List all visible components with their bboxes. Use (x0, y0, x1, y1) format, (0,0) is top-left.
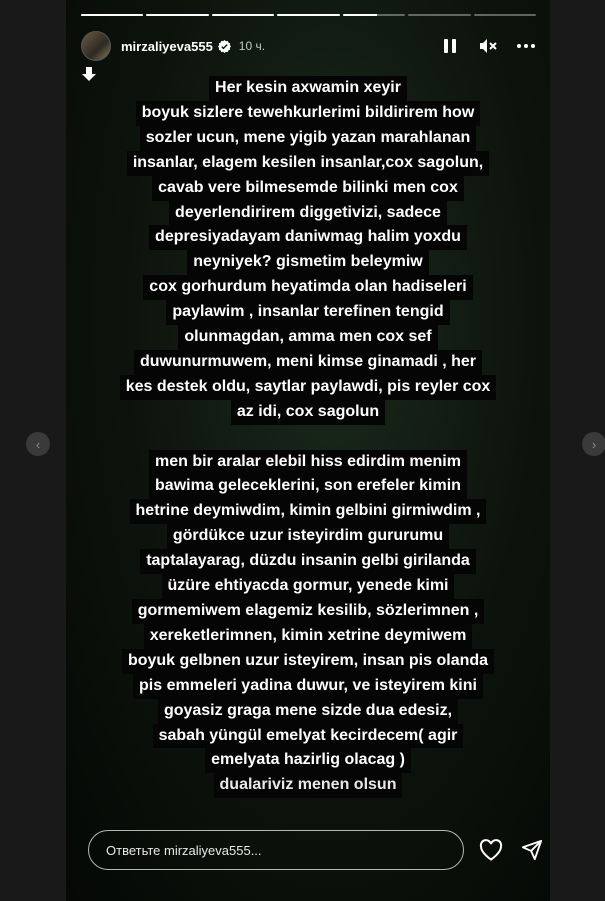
story-text-line: depresiyadayam daniwmag halim yoxdu (149, 225, 467, 250)
story-text-line: gormemiwem elagemiz kesilib, sözlerimnen , (132, 599, 485, 624)
story-text-line: pis emmeleri yadina duwur, ve isteyirem kini (133, 674, 483, 699)
pause-icon (443, 38, 457, 54)
more-horizontal-icon (517, 44, 535, 48)
mute-button[interactable] (478, 36, 498, 56)
share-button[interactable] (518, 836, 546, 864)
story-text-line: üzüre ehtiyacda gormur, yenede kimi (162, 574, 455, 599)
chevron-left-icon: ‹ (35, 436, 41, 452)
story-text-line: duwunurmuwem, meni kimse ginamadi , her (134, 350, 482, 375)
story-text-line: cox gorhurdum heyatimda olan hadiseleri (143, 275, 472, 300)
heart-icon (479, 839, 503, 861)
story-text-line: emelyata hazirlig olacag ) (205, 748, 411, 773)
reply-input[interactable] (106, 843, 446, 858)
username-link[interactable]: mirzaliyeva555 (121, 38, 213, 54)
progress-segment (146, 14, 208, 16)
progress-segment (408, 14, 470, 16)
story-text-line: paylawim , insanlar terefinen tengid (166, 300, 449, 325)
story-text-line: hetrine deymiwdim, kimin gelbini girmiwdim , (130, 499, 487, 524)
story-text-line: taptalayarag, düzdu insanin gelbi girilanda (140, 549, 476, 574)
story-text-line: sozler ucun, mene yigib yazan marahlanan (140, 126, 477, 151)
more-options-button[interactable] (516, 36, 536, 56)
story-text-line: goyasiz graga mene sizde dua edesiz, (158, 699, 458, 724)
speaker-muted-icon (479, 38, 497, 54)
story-text-line: cavab vere bilmesemde bilinki men cox (152, 176, 464, 201)
progress-segment (277, 14, 339, 16)
previous-story-button[interactable] (26, 432, 50, 456)
story-text-line: boyuk sizlere tewehkurlerimi bildirirem how (136, 101, 481, 126)
story-text-line: gördükce uzur isteyirdim gururumu (167, 524, 449, 549)
story-text-line: dualariviz menen olsun (214, 773, 403, 798)
progress-fill (81, 14, 143, 16)
story-text-line: az idi, cox sagolun (231, 400, 385, 425)
progress-segment (81, 14, 143, 16)
progress-fill (212, 14, 274, 16)
story-text-line: boyuk gelbnen uzur isteyirem, insan pis olanda (122, 649, 494, 674)
story-text-line: kes destek oldu, saytlar paylawdi, pis reyler cox (120, 375, 497, 400)
story-text (66, 76, 550, 798)
progress-segment (474, 14, 536, 16)
story-text-line: deyerlendirirem diggetivizi, sadece (169, 201, 447, 226)
progress-fill (146, 14, 208, 16)
story-text-line (302, 425, 314, 450)
story-text-line: neyniyek? gismetim beleymiw (187, 250, 428, 275)
progress-segment (212, 14, 274, 16)
reply-field[interactable] (88, 830, 464, 870)
story-text-line: men bir aralar elebil hiss edirdim menim (149, 450, 467, 475)
story-text-line: bawima geleceklerini, son erefeler kimin (149, 474, 467, 499)
story-timestamp: 10 ч. (238, 39, 266, 53)
story-progress-bar (81, 14, 536, 16)
progress-segment (343, 14, 405, 16)
story-text-line: xereketlerimnen, kimin xetrine deymiwem (144, 624, 473, 649)
chevron-right-icon: › (591, 436, 597, 452)
story-text-line: Her kesin axwamin xeyir (209, 76, 407, 101)
story-text-line: insanlar, elagem kesilen insanlar,cox sagolun, (127, 151, 489, 176)
like-button[interactable] (477, 836, 505, 864)
verified-badge-icon (218, 40, 231, 53)
avatar[interactable] (81, 31, 111, 61)
progress-fill (343, 14, 377, 16)
story-text-line: sabah yüngül emelyat kecirdecem( agir (153, 724, 464, 749)
story-card (66, 0, 550, 901)
next-story-button[interactable] (582, 432, 605, 456)
story-text-line: olunmagdan, amma men cox sef (178, 325, 437, 350)
story-controls (440, 36, 536, 56)
story-header (81, 30, 536, 62)
progress-fill (277, 14, 339, 16)
send-icon (521, 839, 543, 861)
pause-button[interactable] (440, 36, 460, 56)
